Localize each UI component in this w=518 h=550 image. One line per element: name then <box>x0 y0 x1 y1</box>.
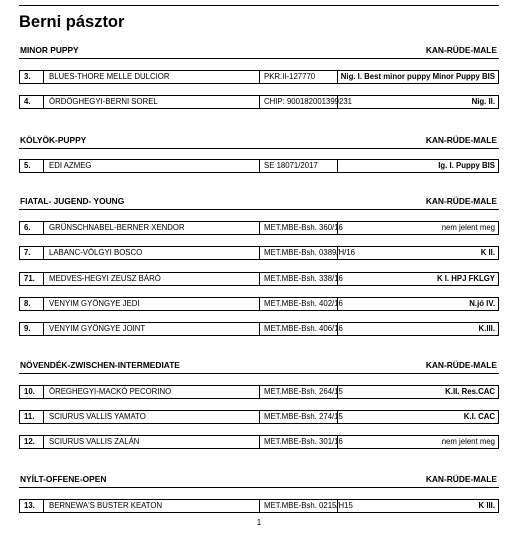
entry-number: 7. <box>20 247 44 259</box>
entry-number: 4. <box>20 96 44 108</box>
dog-name: ÖREGHEGYI-MACKÓ PECORINO <box>44 386 260 398</box>
result: Nig. I. Best minor puppy Minor Puppy BIS <box>340 72 495 81</box>
registration-number: MET.MBE-Bsh. 274/15 <box>260 411 338 423</box>
registration-number: MET.MBE-Bsh. 406/16 <box>260 323 338 335</box>
registration-number: MET.MBE-Bsh. 402/16 <box>260 298 338 310</box>
section-header-minor-puppy <box>19 44 499 59</box>
table-row <box>19 246 499 260</box>
section-sex: KAN-RÜDE-MALE <box>425 45 497 55</box>
section-name: KÖLYÖK-PUPPY <box>20 135 87 145</box>
result: K.II. Res.CAC <box>445 387 495 396</box>
table-row <box>19 272 499 286</box>
dog-name: BLUES-THORE MELLE DULCIOR <box>44 71 260 83</box>
section-sex: KAN-RÜDE-MALE <box>425 474 497 484</box>
section-header-puppy <box>19 134 499 149</box>
section-sex: KAN-RÜDE-MALE <box>425 135 497 145</box>
table-row <box>19 159 499 173</box>
section-header-young <box>19 195 499 210</box>
dog-name: EDI AZMEG <box>44 160 260 172</box>
page-number: 1 <box>256 518 262 527</box>
section-name: MINOR PUPPY <box>20 45 79 55</box>
page-title: Berni pásztor <box>19 13 125 31</box>
dog-name: ÖRDÖGHEGYI-BERNI SOREL <box>44 96 260 108</box>
dog-name: VENYIM GYÖNGYE JOINT <box>44 323 260 335</box>
result: Nig. II. <box>471 97 495 106</box>
entry-number: 71. <box>20 273 44 285</box>
table-row <box>19 221 499 235</box>
result: Ig. I. Puppy BIS <box>438 161 495 170</box>
section-header-intermediate <box>19 359 499 374</box>
dog-name: BERNEWA'S BUSTER KEATON <box>44 500 260 512</box>
entry-number: 8. <box>20 298 44 310</box>
dog-name: GRÜNSCHNABEL-BERNER XENDOR <box>44 222 260 234</box>
registration-number: SE 18071/2017 <box>260 160 338 172</box>
table-row <box>19 95 499 109</box>
result: K I. HPJ FKLGY <box>436 274 495 283</box>
entry-number: 11. <box>20 411 44 423</box>
dog-name: VENYIM GYÖNGYE JEDI <box>44 298 260 310</box>
dog-name: SCIURUS VALLIS ZALÁN <box>44 436 260 448</box>
result: nem jelent meg <box>441 437 495 446</box>
result: K.I. CAC <box>463 412 495 421</box>
top-rule <box>19 5 499 6</box>
entry-number: 10. <box>20 386 44 398</box>
dog-name: MEDVES-HEGYI ZEUSZ BÁRÓ <box>44 273 260 285</box>
registration-number: MET.MBE-Bsh. 0389/H/16 <box>260 247 338 259</box>
registration-number: MET.MBE-Bsh. 338/16 <box>260 273 338 285</box>
registration-number: CHIP: 900182001399231 <box>260 96 338 108</box>
table-row <box>19 297 499 311</box>
entry-number: 3. <box>20 71 44 83</box>
entry-number: 12. <box>20 436 44 448</box>
registration-number: PKR.II-127770 <box>260 71 338 83</box>
registration-number: MET.MBE-Bsh. 360/16 <box>260 222 338 234</box>
section-name: FIATAL- JUGEND- YOUNG <box>20 196 125 206</box>
registration-number: MET.MBE-Bsh. 0215/H15 <box>260 500 338 512</box>
table-row <box>19 435 499 449</box>
result: nem jelent meg <box>441 223 495 232</box>
result: K III. <box>478 501 495 510</box>
registration-number: MET.MBE-Bsh. 301/16 <box>260 436 338 448</box>
table-row <box>19 410 499 424</box>
entry-number: 13. <box>20 500 44 512</box>
table-row <box>19 322 499 336</box>
dog-name: LABANC-VÖLGYI BOSCO <box>44 247 260 259</box>
result: K II. <box>480 248 495 257</box>
entry-number: 6. <box>20 222 44 234</box>
entry-number: 5. <box>20 160 44 172</box>
section-sex: KAN-RÜDE-MALE <box>425 360 497 370</box>
table-row <box>19 499 499 513</box>
section-header-open <box>19 473 499 488</box>
dog-name: SCIURUS VALLIS YAMATO <box>44 411 260 423</box>
registration-number: MET.MBE-Bsh. 264/15 <box>260 386 338 398</box>
result: K.III. <box>478 324 495 333</box>
section-name: NYÍLT-OFFENE-OPEN <box>20 474 107 484</box>
table-row <box>19 385 499 399</box>
table-row <box>19 70 499 84</box>
section-sex: KAN-RÜDE-MALE <box>425 196 497 206</box>
result: N.jó IV. <box>469 299 495 308</box>
entry-number: 9. <box>20 323 44 335</box>
section-name: NÖVENDÉK-ZWISCHEN-INTERMEDIATE <box>20 360 180 370</box>
